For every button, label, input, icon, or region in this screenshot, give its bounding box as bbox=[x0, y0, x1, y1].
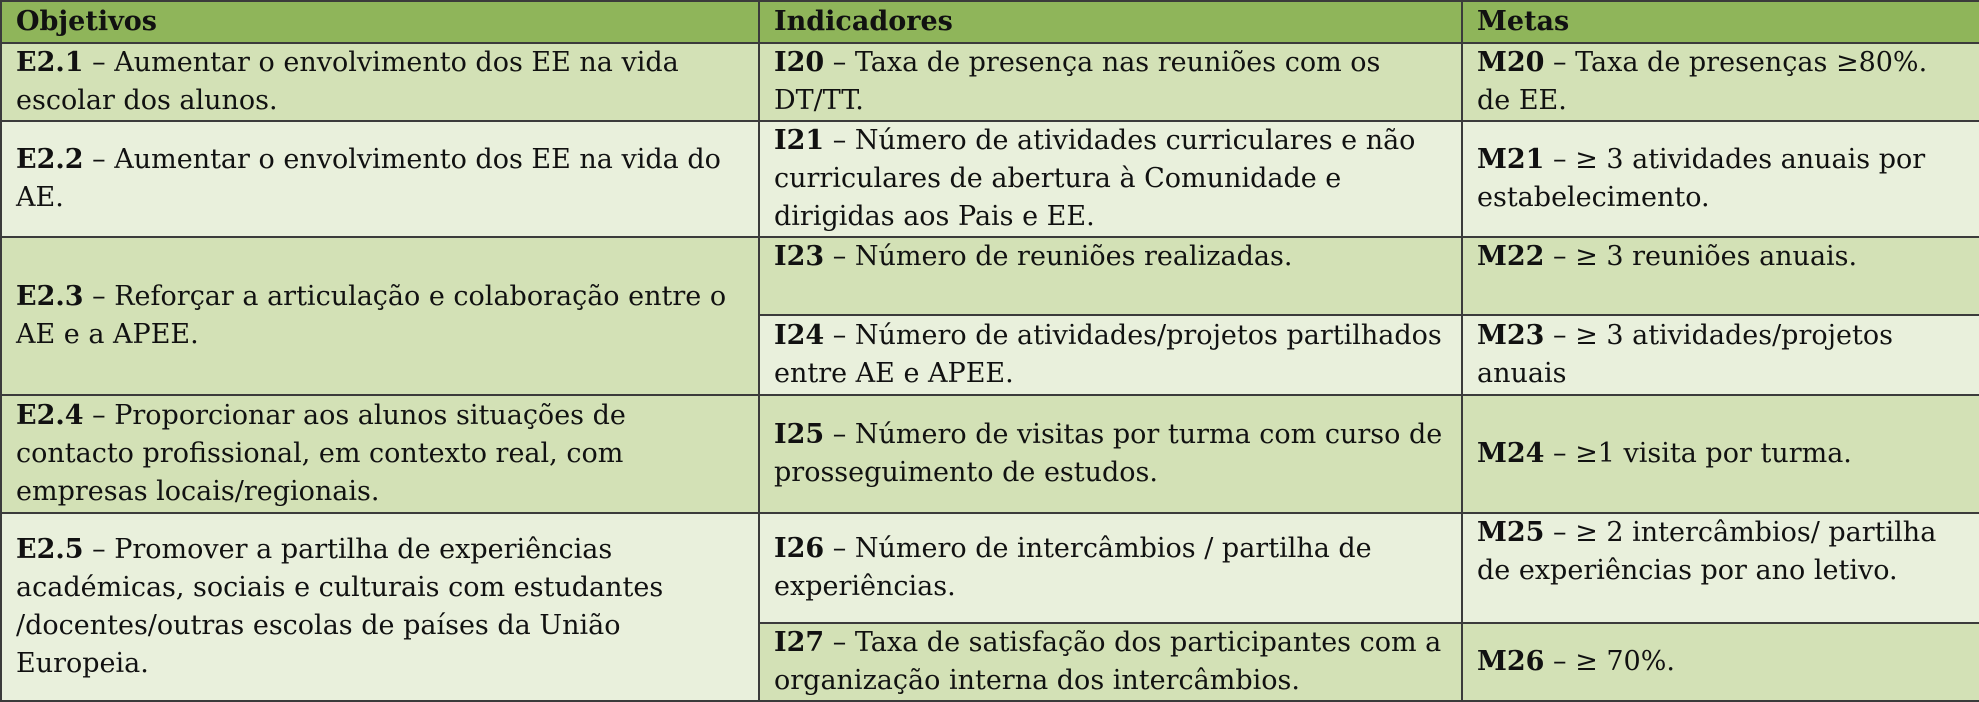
meta-code: M22 bbox=[1477, 241, 1545, 272]
meta-code: M26 bbox=[1477, 646, 1545, 677]
meta-text: – ≥ 3 atividades/projetos anuais bbox=[1477, 320, 1893, 389]
indicador-code: I21 bbox=[774, 125, 825, 156]
meta-cell-m23 bbox=[1462, 315, 1979, 395]
meta-text: – ≥ 3 atividades anuais por estabelecimento. bbox=[1477, 144, 1926, 213]
meta-text: – ≥1 visita por turma. bbox=[1544, 438, 1852, 469]
meta-cell-m20 bbox=[1462, 43, 1979, 121]
objetivo-text: – Aumentar o envolvimento dos EE na vida do AE. bbox=[16, 144, 721, 213]
indicador-cell-i23 bbox=[759, 237, 1462, 315]
objetivo-cell-e2-3 bbox=[1, 237, 759, 395]
meta-code: M20 bbox=[1477, 47, 1545, 78]
indicador-text: – Número de visitas por turma com curso de prosseguimento de estudos. bbox=[774, 419, 1443, 488]
meta-cell-m26 bbox=[1462, 623, 1979, 701]
indicador-cell-i20 bbox=[759, 43, 1462, 121]
objetivo-code: E2.2 bbox=[16, 144, 84, 175]
meta-code: M21 bbox=[1477, 144, 1545, 175]
indicador-text: – Número de atividades curriculares e não curriculares de abertura à Comunidade e dirigidas aos Pais e EE. bbox=[774, 125, 1416, 232]
indicador-code: I24 bbox=[774, 320, 825, 351]
meta-cell-m22 bbox=[1462, 237, 1979, 315]
meta-code: M24 bbox=[1477, 438, 1545, 469]
objetivo-text: – Aumentar o envolvimento dos EE na vida escolar dos alunos. bbox=[16, 47, 679, 116]
objetivo-cell-e2-5 bbox=[1, 513, 759, 701]
header-label: Indicadores bbox=[774, 6, 953, 37]
indicador-cell-i25 bbox=[759, 395, 1462, 513]
indicador-cell-i24 bbox=[759, 315, 1462, 395]
table-row bbox=[1, 513, 1979, 623]
objetivo-code: E2.1 bbox=[16, 47, 84, 78]
indicador-code: I20 bbox=[774, 47, 825, 78]
meta-cell-m24 bbox=[1462, 395, 1979, 513]
objetivo-code: E2.3 bbox=[16, 281, 84, 312]
objetivo-cell-e2-4 bbox=[1, 395, 759, 513]
meta-code: M25 bbox=[1477, 517, 1545, 548]
objetivo-text: – Promover a partilha de experiências académicas, sociais e culturais com estudantes /docentes/outras escolas de países da União Europeia. bbox=[16, 534, 664, 679]
indicador-code: I27 bbox=[774, 627, 825, 658]
indicador-text: – Taxa de satisfação dos participantes com a organização interna dos intercâmbios. bbox=[774, 627, 1442, 696]
objetivo-text: – Proporcionar aos alunos situações de contacto profissional, em contexto real, com empresas locais/regionais. bbox=[16, 400, 626, 507]
meta-cell-m21 bbox=[1462, 121, 1979, 237]
indicador-cell-i27 bbox=[759, 623, 1462, 701]
indicador-text: – Número de intercâmbios / partilha de experiências. bbox=[774, 533, 1372, 602]
meta-code: M23 bbox=[1477, 320, 1545, 351]
header-label: Objetivos bbox=[16, 6, 157, 37]
header-row bbox=[1, 1, 1979, 43]
indicador-text: – Taxa de presença nas reuniões com os DT/TT. bbox=[774, 47, 1381, 116]
objetivo-code: E2.4 bbox=[16, 400, 84, 431]
header-indicadores bbox=[759, 1, 1462, 43]
objetivo-code: E2.5 bbox=[16, 534, 84, 565]
objetivo-cell-e2-1 bbox=[1, 43, 759, 121]
indicador-text: – Número de reuniões realizadas. bbox=[824, 241, 1293, 272]
table-row bbox=[1, 395, 1979, 513]
header-metas bbox=[1462, 1, 1979, 43]
objetivo-cell-e2-2 bbox=[1, 121, 759, 237]
header-label: Metas bbox=[1477, 6, 1570, 37]
indicador-text: – Número de atividades/projetos partilhados entre AE e APEE. bbox=[774, 320, 1442, 389]
indicador-code: I26 bbox=[774, 533, 825, 564]
meta-text: – Taxa de presenças ≥80%. de EE. bbox=[1477, 47, 1928, 116]
meta-text: – ≥ 3 reuniões anuais. bbox=[1544, 241, 1858, 272]
meta-text: – ≥ 2 intercâmbios/ partilha de experiências por ano letivo. bbox=[1477, 517, 1937, 586]
header-objetivos bbox=[1, 1, 759, 43]
table-row bbox=[1, 43, 1979, 121]
indicador-cell-i21 bbox=[759, 121, 1462, 237]
indicador-code: I25 bbox=[774, 419, 825, 450]
meta-text: – ≥ 70%. bbox=[1544, 646, 1675, 677]
meta-cell-m25 bbox=[1462, 513, 1979, 623]
objetivo-text: – Reforçar a articulação e colaboração entre o AE e a APEE. bbox=[16, 281, 727, 350]
table-row bbox=[1, 237, 1979, 315]
indicador-cell-i26 bbox=[759, 513, 1462, 623]
table-row bbox=[1, 121, 1979, 237]
indicador-code: I23 bbox=[774, 241, 825, 272]
